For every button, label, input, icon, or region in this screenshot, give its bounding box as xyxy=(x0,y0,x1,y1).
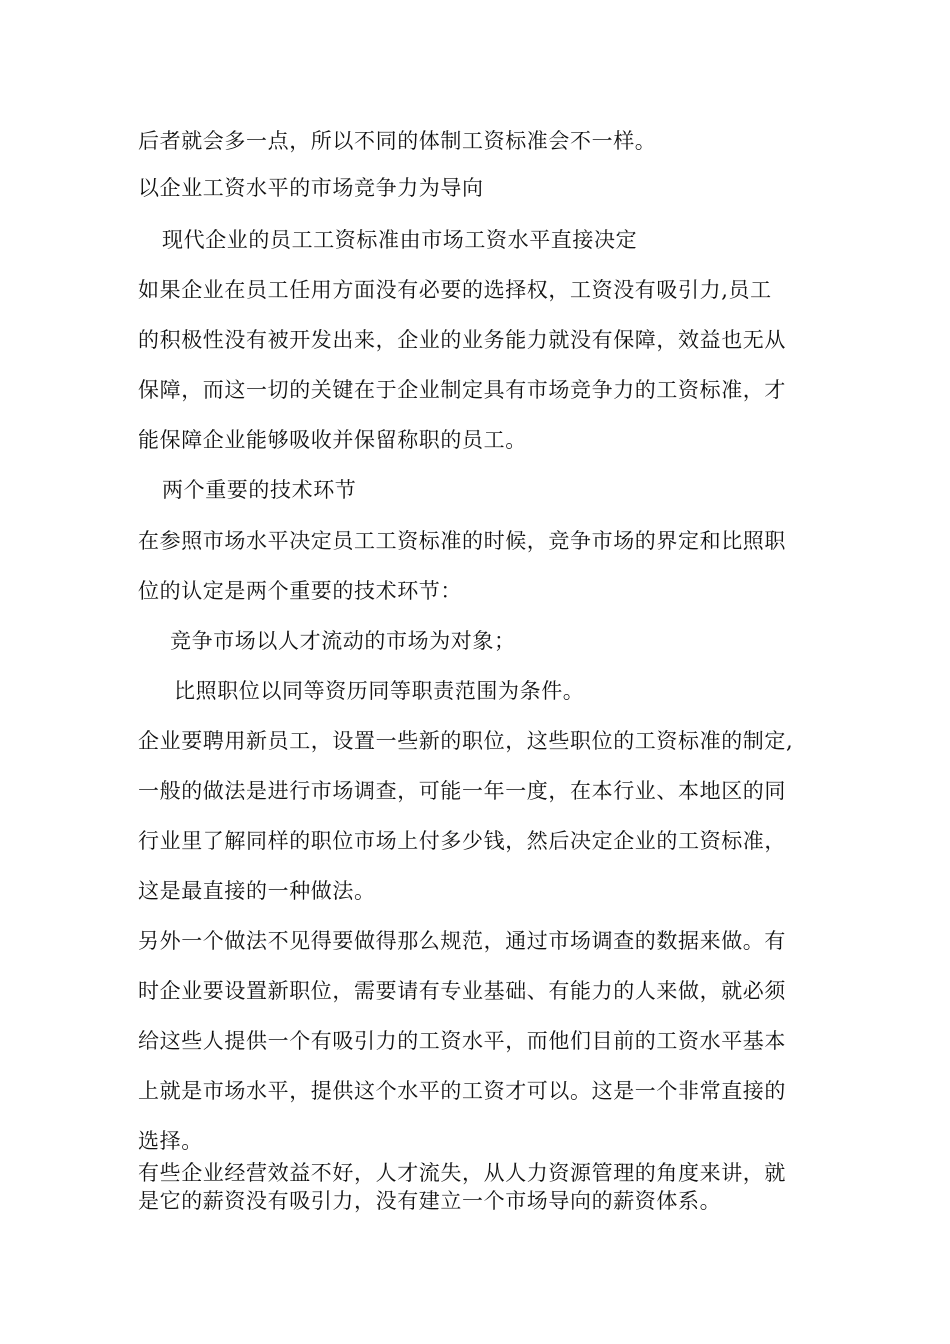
text-line: 另外一个做法不见得要做得那么规范，通过市场调查的数据来做。有 xyxy=(138,929,786,953)
text-line: 在参照市场水平决定员工工资标准的时候，竞争市场的界定和比照职 xyxy=(138,529,786,553)
list-item: 比照职位以同等资历同等职责范围为条件。 xyxy=(174,679,585,703)
text-line: 行业里了解同样的职位市场上付多少钱，然后决定企业的工资标准， xyxy=(138,829,786,853)
text-line: 后者就会多一点，所以不同的体制工资标准会不一样。 xyxy=(138,129,657,153)
list-item: 竞争市场以人才流动的市场为对象； xyxy=(170,629,516,653)
text-line: 给这些人提供一个有吸引力的工资水平，而他们目前的工资水平基本 xyxy=(138,1029,786,1053)
text-line: 这是最直接的一种做法。 xyxy=(138,879,376,903)
text-line: 保障，而这一切的关键在于企业制定具有市场竞争力的工资标准，才 xyxy=(138,378,786,402)
text-line: 能保障企业能够吸收并保留称职的员工。 xyxy=(138,428,527,452)
text-line: 的积极性没有被开发出来，企业的业务能力就没有保障，效益也无从 xyxy=(138,328,786,352)
text-line: 一般的做法是进行市场调查，可能一年一度，在本行业、本地区的同 xyxy=(138,779,786,803)
text-line: 选择。 xyxy=(138,1129,203,1153)
text-line: 时企业要设置新职位，需要请有专业基础、有能力的人来做，就必须 xyxy=(138,979,786,1003)
text-line: 是它的薪资没有吸引力，没有建立一个市场导向的薪资体系。 xyxy=(138,1189,722,1213)
section-subheading: 两个重要的技术环节 xyxy=(162,478,357,502)
section-heading: 以企业工资水平的市场竞争力为导向 xyxy=(138,176,484,200)
text-line: 有些企业经营效益不好，人才流失，从人力资源管理的角度来讲，就 xyxy=(138,1161,786,1185)
text-line: 企业要聘用新员工，设置一些新的职位，这些职位的工资标准的制定, xyxy=(138,729,794,753)
text-line: 如果企业在员工任用方面没有必要的选择权，工资没有吸引力,员工 xyxy=(138,278,772,302)
section-subheading: 现代企业的员工工资标准由市场工资水平直接决定 xyxy=(162,228,638,252)
text-line: 上就是市场水平，提供这个水平的工资才可以。这是一个非常直接的 xyxy=(138,1079,786,1103)
text-line: 位的认定是两个重要的技术环节： xyxy=(138,579,462,603)
